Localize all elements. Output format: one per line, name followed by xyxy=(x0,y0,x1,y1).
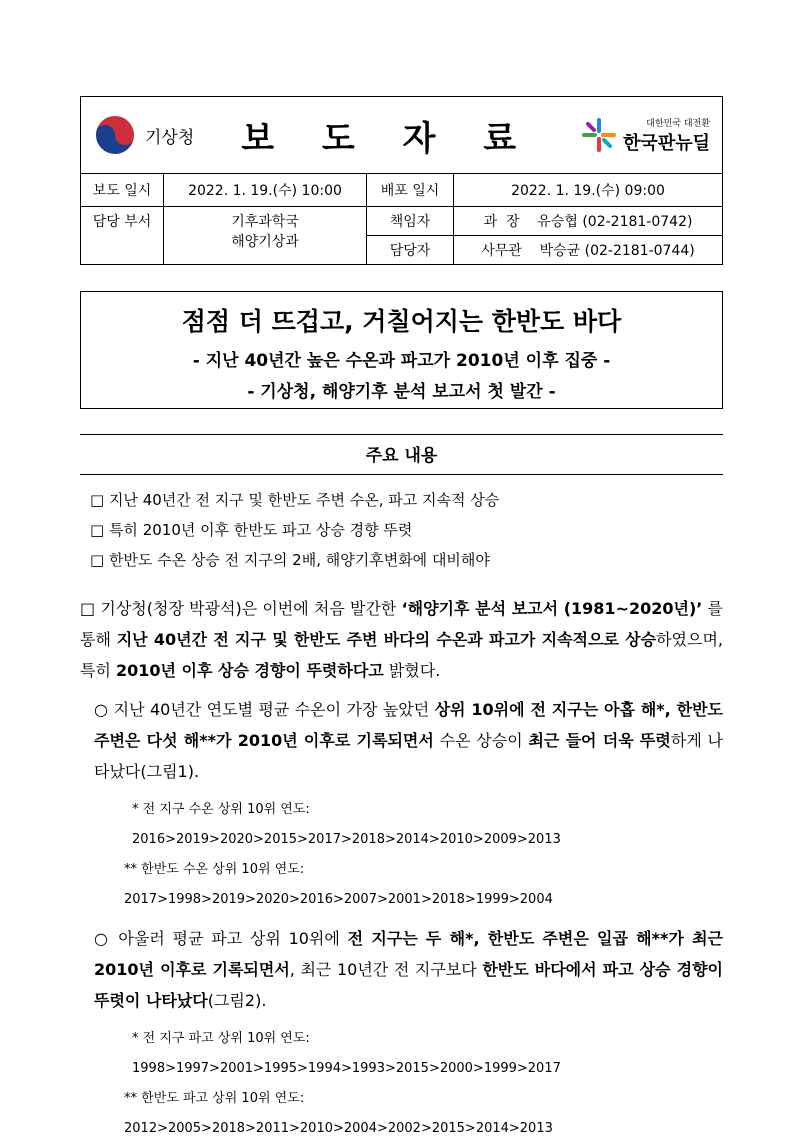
para-text: (그림2). xyxy=(207,991,267,1010)
summary-item: □ 특히 2010년 이후 한반도 파고 상승 경향 뚜렷 xyxy=(90,521,413,539)
para-text: 수온 상승이 xyxy=(433,731,529,750)
newdeal-logo xyxy=(581,116,710,155)
summary-divider xyxy=(80,474,723,475)
newdeal-big-text: 한국판뉴딜 xyxy=(623,132,710,154)
summary-item: □ 한반도 수온 상승 전 지구의 2배, 해양기후변화에 대비해야 xyxy=(90,551,490,569)
paragraph-wave xyxy=(94,923,723,1016)
note-korea-temp: ** 한반도 수온 상위 10위 연도: 2017>1998>2019>2020>2016>2007>2001>2018>1999>2004 xyxy=(124,862,553,907)
header-banner xyxy=(81,97,723,174)
para-text: 하였으며, 특히 xyxy=(80,630,724,680)
para-bold: 최근 들어 더욱 뚜렷 xyxy=(528,731,671,750)
para-bold: 상위 10위에 전 지구는 아홉 해*, 한반도 주변은 다섯 해**가 2010년 이후로 기록되면서 xyxy=(94,700,723,750)
taegeuk-icon xyxy=(93,113,137,157)
dept-line2: 해양기상과 xyxy=(231,234,299,250)
dept-value xyxy=(164,207,367,265)
summary-title: 주요 내용 xyxy=(365,446,438,466)
summary-list xyxy=(90,485,723,575)
summary-item: □ 지난 40년간 전 지구 및 한반도 주변 수온, 파고 지속적 상승 xyxy=(90,491,500,509)
para-bold: ‘해양기후 분석 보고서 (1981~2020년)’ xyxy=(401,599,703,618)
para-text: 를 통해 xyxy=(80,599,723,649)
kma-logo xyxy=(93,113,194,157)
newdeal-small-text: 대한민국 대전환 xyxy=(646,118,710,129)
para-text: , 최근 10년간 전 지구보다 xyxy=(289,960,483,979)
para-bold: 지난 40년간 전 지구 및 한반도 주변 바다의 수온과 파고가 지속적으로 상승 xyxy=(116,630,657,649)
para-text: 하게 나타났다(그림1). xyxy=(94,731,723,781)
headline-sub2: - 기상청, 해양기후 분석 보고서 첫 발간 - xyxy=(247,382,556,402)
release-label: 보도 일시 xyxy=(81,174,164,207)
body-section xyxy=(80,593,723,1144)
headline-sub1: - 지난 40년간 높은 수온과 파고가 2010년 이후 집중 - xyxy=(192,351,611,371)
para-bold: 한반도 바다에서 파고 상승 경향이 뚜렷이 나타났다 xyxy=(94,960,724,1010)
paragraph-temperature xyxy=(94,694,723,787)
newdeal-star-icon xyxy=(581,117,617,153)
summary-section xyxy=(80,434,723,575)
dist-value: 2022. 1. 19.(수) 09:00 xyxy=(454,174,723,207)
dept-label: 담당 부서 xyxy=(81,207,164,265)
agency-name: 기상청 xyxy=(145,127,195,148)
contact-value: 사무관 박승균 (02-2181-0744) xyxy=(454,236,723,265)
note-global-temp: * 전 지구 수온 상위 10위 연도: 2016>2019>2020>2015>2017>2018>2014>2010>2009>2013 xyxy=(132,802,561,847)
para-text: ○ 아울러 평균 파고 상위 10위에 xyxy=(94,929,348,948)
para-text: 밝혔다. xyxy=(383,661,441,680)
resp-label: 책임자 xyxy=(367,207,454,236)
release-value: 2022. 1. 19.(수) 10:00 xyxy=(164,174,367,207)
note-global-wave: * 전 지구 파고 상위 10위 연도: 1998>1997>2001>1995>1994>1993>2015>2000>1999>2017 xyxy=(132,1031,561,1076)
dist-label: 배포 일시 xyxy=(367,174,454,207)
press-release-page xyxy=(80,96,723,1144)
contact-label: 담당자 xyxy=(367,236,454,265)
para-bold: 전 지구는 두 해*, 한반도 주변은 일곱 해**가 최근 2010년 이후로 기록되면서 xyxy=(94,929,723,979)
para-text: ○ 지난 40년간 연도별 평균 수온이 가장 높았던 xyxy=(94,700,435,719)
header-table xyxy=(80,96,723,265)
paragraph-main xyxy=(80,593,723,686)
resp-value: 과 장 유승협 (02-2181-0742) xyxy=(454,207,723,236)
headline-main: 점점 더 뜨겁고, 거칠어지는 한반도 바다 xyxy=(181,307,622,336)
para-bold: 2010년 이후 상승 경향이 뚜렷하다고 xyxy=(116,661,384,680)
dept-line1: 기후과학국 xyxy=(231,214,299,230)
headline-box xyxy=(80,291,723,409)
note-korea-wave: ** 한반도 파고 상위 10위 연도: 2012>2005>2018>2011>2010>2004>2002>2015>2014>2013 xyxy=(124,1091,553,1136)
doc-title: 보 도 자 료 xyxy=(241,118,535,159)
para-text: □ 기상청(청장 박광석)은 이번에 처음 발간한 xyxy=(80,599,402,618)
